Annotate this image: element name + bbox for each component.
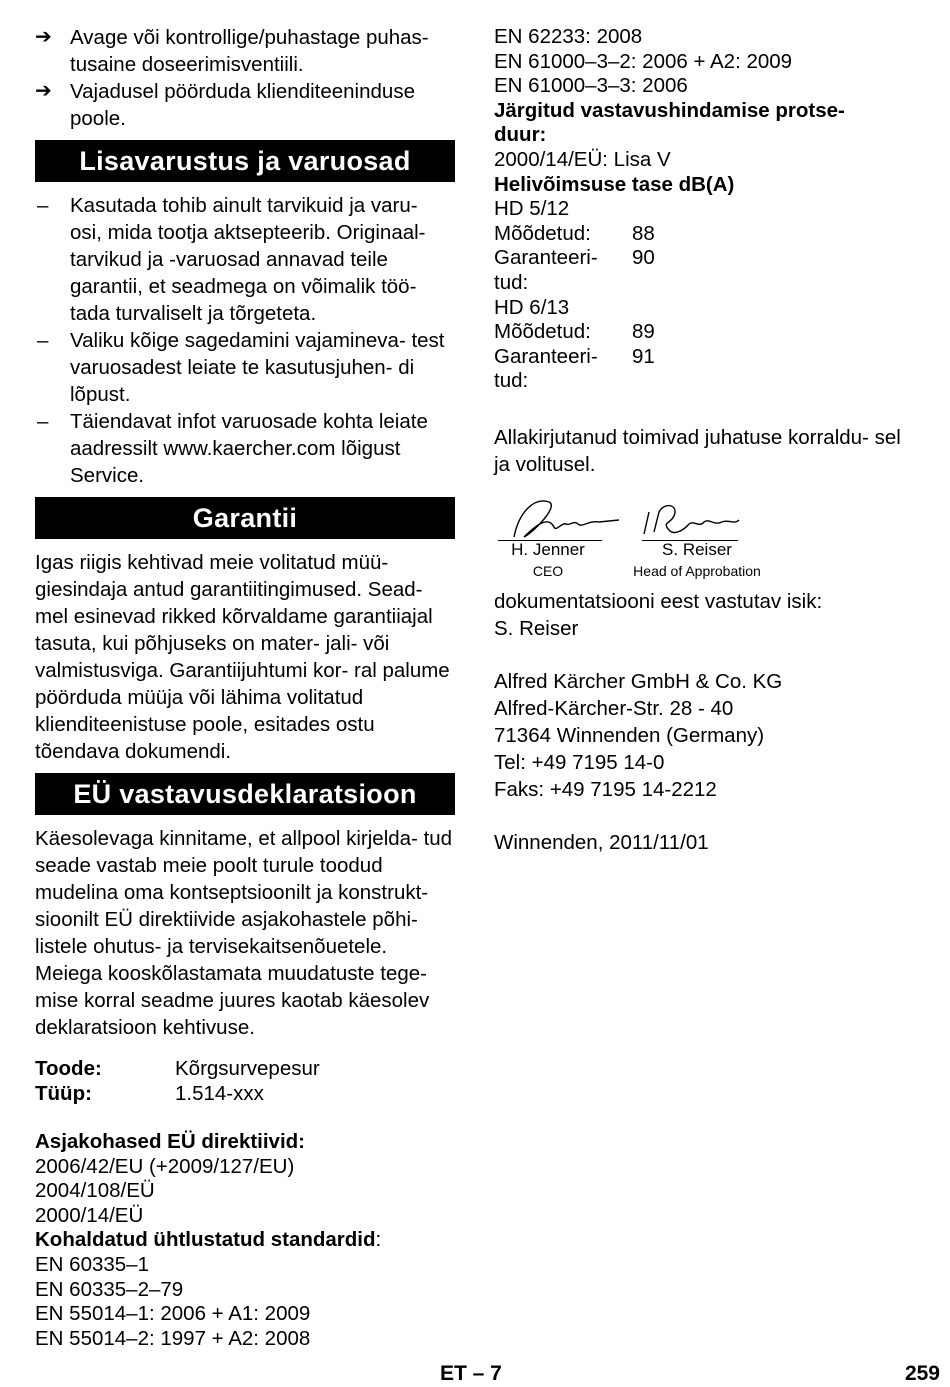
procedure-title: Järgitud vastavushindamise protse- duur: xyxy=(494,98,845,147)
arrow-right-icon: ➔ xyxy=(35,80,52,102)
right-column xyxy=(494,25,914,856)
measured-row xyxy=(494,222,914,247)
signatory-name: S. Reiser xyxy=(662,539,732,559)
sound-title: Helivõimsuse tase dB(A) xyxy=(494,172,735,196)
declaration-text: Käesolevaga kinnitame, et allpool kirjelda- tud seade vastab meie poolt turule toodud mudelina oma kontseptsioonilt ja konstrukt- sioonilt EÜ direktiivide asjakohastele põhi- listele ohutus- ja tervisekaitsenõuetele. Meiega kooskõlastamata muudatuste tege- mise korral seadme juures kaotab käesolev deklaratsioon kehtivuse. xyxy=(35,827,453,1039)
standard-item: EN 55014–1: 2006 + A1: 2009 xyxy=(35,1302,311,1326)
procedure-value: 2000/14/EÜ: Lisa V xyxy=(494,147,671,171)
intro-bullet: ➔ Vajadusel pöörduda klienditeeninduse poole. xyxy=(35,80,415,130)
standard-item: EN 60335–2–79 xyxy=(35,1277,184,1301)
left-column xyxy=(35,24,455,1351)
signatory-name: H. Jenner xyxy=(511,539,585,559)
signatory-jenner xyxy=(498,540,598,582)
address-line: 71364 Winnenden (Germany) xyxy=(494,723,765,747)
doc-responsible-label: dokumentatsiooni eest vastutav isik: xyxy=(494,589,823,613)
doc-responsible-name: S. Reiser xyxy=(494,616,579,640)
list-item: – Valiku kõige sagedamini vajamineva- test varuosadest leiate te kasutusjuhen- di lõpust. xyxy=(37,329,445,406)
measured-label: Mõõdetud: xyxy=(494,221,591,245)
guaranteed-label: Garanteeri- tud: xyxy=(494,344,598,393)
dash-icon: – xyxy=(37,410,49,433)
address-line: Tel: +49 7195 14-0 xyxy=(494,750,665,774)
product-label: Toode: xyxy=(35,1057,102,1080)
standard-item: EN 60335–1 xyxy=(35,1252,149,1276)
signatory-reiser xyxy=(622,540,772,582)
dash-icon: – xyxy=(37,329,49,352)
signed-text: Allakirjutanud toimivad juhatuse korraldu- sel ja volitusel. xyxy=(494,425,901,476)
list-item: – Täiendavat infot varuosade kohta leiate aadressilt www.kaercher.com lõigust Service. xyxy=(37,410,428,487)
product-value: Kõrgsurvepesur xyxy=(175,1057,320,1080)
signatures-block xyxy=(494,492,914,588)
directive-item: 2004/108/EÜ xyxy=(35,1179,155,1203)
signatory-role: Head of Approbation xyxy=(633,562,761,579)
section-heading-warranty: Garantii xyxy=(35,497,455,539)
guaranteed-row xyxy=(494,246,914,295)
guaranteed-label: Garanteeri- tud: xyxy=(494,246,598,294)
section-heading-declaration: EÜ vastavusdeklaratsioon xyxy=(35,773,455,815)
standards-colon: : xyxy=(375,1228,382,1252)
standard-item: EN 55014–2: 1997 + A2: 2008 xyxy=(35,1326,311,1350)
address-line: Alfred-Kärcher-Str. 28 - 40 xyxy=(494,696,734,720)
standard-item: EN 62233: 2008 xyxy=(494,25,643,48)
type-row xyxy=(35,1082,455,1106)
signatory-role: CEO xyxy=(532,562,564,579)
standards-title: Kohaldatud ühtlustatud standardid xyxy=(35,1228,376,1252)
place-date: Winnenden, 2011/11/01 xyxy=(494,830,709,854)
guaranteed-row xyxy=(494,345,914,394)
guaranteed-value: 90 xyxy=(632,246,655,270)
dash-icon: – xyxy=(37,194,49,217)
guaranteed-value: 91 xyxy=(632,344,655,368)
address-line: Alfred Kärcher GmbH & Co. KG xyxy=(494,669,783,693)
measured-value: 88 xyxy=(632,221,655,245)
directives-title: Asjakohased EÜ direktiivid: xyxy=(35,1130,306,1153)
footer-section: ET – 7 xyxy=(440,1362,502,1385)
page-number: 259 xyxy=(904,1362,940,1385)
address-line: Faks: +49 7195 14-2212 xyxy=(494,777,717,801)
directive-item: 2006/42/EU (+2009/127/EU) xyxy=(35,1154,295,1178)
type-label: Tüüp: xyxy=(35,1082,92,1105)
standard-item: EN 61000–3–2: 2006 + A2: 2009 xyxy=(494,49,793,73)
model-name: HD 6/13 xyxy=(494,295,570,319)
section-heading-accessories: Lisavarustus ja varuosad xyxy=(35,140,455,182)
measured-label: Mõõdetud: xyxy=(494,320,591,344)
product-row xyxy=(35,1055,455,1082)
directive-item: 2000/14/EÜ xyxy=(35,1203,144,1227)
measured-value: 89 xyxy=(632,320,655,344)
list-item: – Kasutada tohib ainult tarvikuid ja varu- osi, mida tootja aktsepteerib. Originaal- tarvikud ja -varuosad annavad teile garantii, et seadmega on võimalik töö- tada turvaliselt ja tõrgeteta. xyxy=(37,194,426,325)
measured-row xyxy=(494,320,914,345)
arrow-right-icon: ➔ xyxy=(35,26,52,48)
model-name: HD 5/12 xyxy=(494,197,570,221)
type-value: 1.514-xxx xyxy=(175,1082,264,1105)
warranty-text: Igas riigis kehtivad meie volitatud müü- giesindaja antud garantiitingimused. Sead- mel esinevad rikked kõrvaldame garantiiajal tasuta, kui põhjuseks on mater- jali- või valmistusviga. Garantiijuhtumi kor- ral palume pöörduda müüja või lähima volitatud klienditeenistuse poole, esitades ostu tõendava dokumendi. xyxy=(35,551,450,763)
intro-bullet: ➔ Avage või kontrollige/puhastage puhas- tusaine doseerimisventiili. xyxy=(35,26,429,76)
standards-title-row xyxy=(35,1228,455,1253)
standard-item: EN 61000–3–3: 2006 xyxy=(494,74,688,98)
